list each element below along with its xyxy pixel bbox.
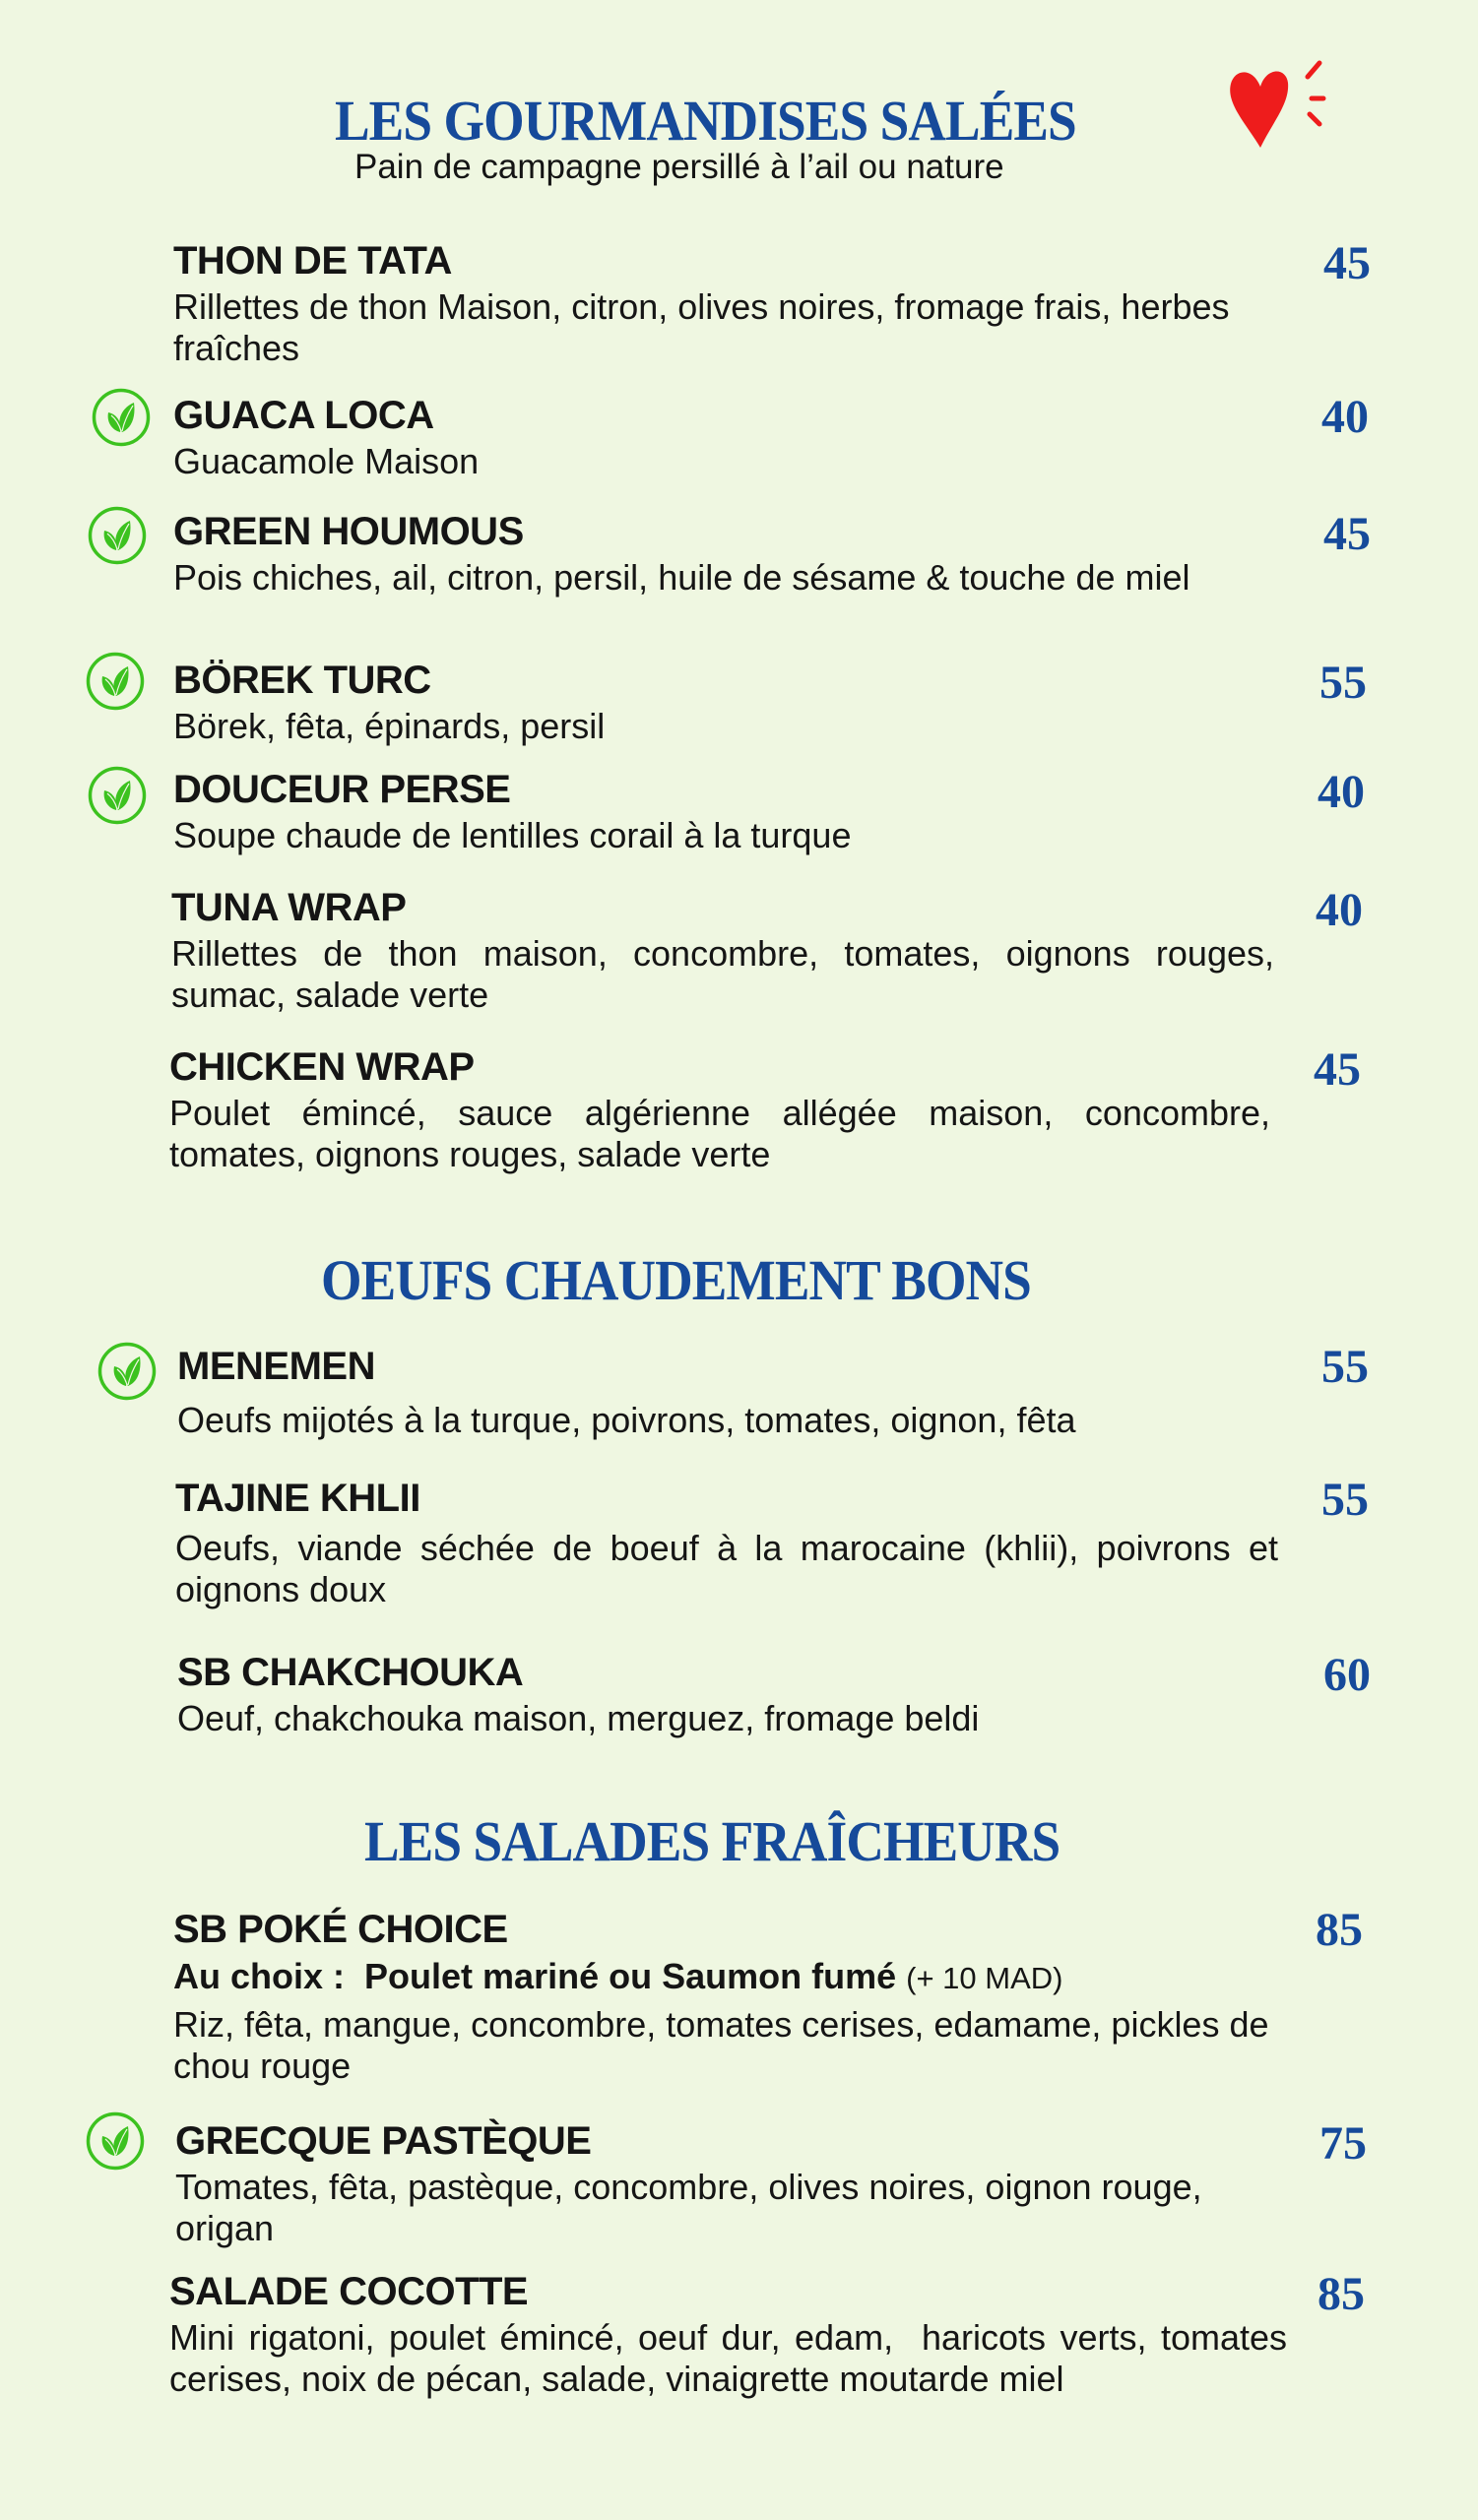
menu-item [171,886,1274,1016]
item-price: 55 [1319,657,1367,709]
item-name: TAJINE KHLII [175,1477,420,1520]
item-price: 45 [1323,508,1371,560]
vegetarian-leaf-icon [87,765,148,826]
item-description: Soupe chaude de lentilles corail à la turque [173,815,852,855]
heart-icon [1221,59,1339,158]
choice-extra-cost: (+ 10 MAD) [906,1961,1063,1995]
menu-item [169,1045,1270,1175]
vegetarian-leaf-icon [96,1341,158,1402]
item-name: SB POKÉ CHOICE [173,1908,508,1951]
item-name: MENEMEN [177,1345,375,1388]
menu-item [177,1651,1300,1739]
item-description: Guacamole Maison [173,441,480,481]
item-description: Rillettes de thon Maison, citron, olives noires, fromage frais, herbes fraîches [173,286,1230,368]
menu-item [169,2270,1298,2400]
item-name: GUACA LOCA [173,394,434,437]
vegetarian-leaf-icon [85,651,146,712]
item-price: 40 [1317,766,1365,818]
item-name: GREEN HOUMOUS [173,510,524,553]
menu-item [173,239,1296,369]
item-description: Oeuf, chakchouka maison, merguez, fromage beldi [177,1698,980,1738]
menu-item [177,1345,1300,1441]
section-title-oeufs: OEUFS CHAUDEMENT BONS [321,1248,1031,1312]
item-price: 40 [1321,391,1369,443]
menu-item [173,510,1296,598]
item-price: 45 [1323,237,1371,289]
menu-item [173,659,1296,747]
menu-item [175,2119,1288,2249]
item-name: GRECQUE PASTÈQUE [175,2119,592,2163]
item-description: Oeufs mijotés à la turque, poivrons, tomates, oignon, fêta [177,1400,1076,1440]
item-name: SALADE COCOTTE [169,2270,529,2313]
item-name: TUNA WRAP [171,886,407,929]
item-price: 55 [1321,1341,1369,1393]
menu-item [175,1477,1278,1610]
item-price: 85 [1316,1904,1363,1956]
section-subtitle: Pain de campagne persillé à l’ail ou nature [354,148,1004,186]
item-choice-line [173,1955,1296,2000]
item-price: 40 [1316,884,1363,936]
item-description: Tomates, fêta, pastèque, concombre, olives noires, oignon rouge, origan [175,2167,1202,2248]
item-name: DOUCEUR PERSE [173,768,511,811]
item-price: 75 [1319,2117,1367,2170]
item-description: Riz, fêta, mangue, concombre, tomates cerises, edamame, pickles de chou rouge [173,2004,1269,2086]
item-name: CHICKEN WRAP [169,1045,475,1089]
menu-item [173,1908,1296,2087]
menu-item [173,768,1296,856]
vegetarian-leaf-icon [85,2110,146,2172]
item-price: 85 [1317,2268,1365,2320]
item-description: Börek, fêta, épinards, persil [173,706,606,746]
menu-item [173,394,1296,482]
item-description: Oeufs, viande séchée de boeuf à la marocaine (khlii), poivrons et oignons doux [175,1528,1278,1609]
item-description: Mini rigatoni, poulet émincé, oeuf dur, edam, haricots verts, tomates cerises, noix de pécan, salade, vinaigrette moutarde miel [169,2317,1298,2399]
choice-label: Au choix : [173,1956,346,1996]
item-name: SB CHAKCHOUKA [177,1651,524,1694]
item-name: THON DE TATA [173,239,452,283]
choice-options: Poulet mariné ou Saumon fumé [364,1956,897,1996]
item-description: Poulet émincé, sauce algérienne allégée maison, concombre, tomates, oignons rouges, salade verte [169,1093,1270,1174]
item-description: Pois chiches, ail, citron, persil, huile de sésame & touche de miel [173,557,1190,598]
item-price: 55 [1321,1474,1369,1526]
vegetarian-leaf-icon [87,505,148,566]
item-name: BÖREK TURC [173,659,431,702]
section-title-gourmandises: LES GOURMANDISES SALÉES [335,89,1076,153]
vegetarian-leaf-icon [91,387,152,448]
item-price: 60 [1323,1649,1371,1701]
item-price: 45 [1314,1043,1361,1096]
item-description: Rillettes de thon maison, concombre, tomates, oignons rouges, sumac, salade verte [171,933,1274,1015]
section-title-salades: LES SALADES FRAÎCHEURS [364,1809,1060,1873]
